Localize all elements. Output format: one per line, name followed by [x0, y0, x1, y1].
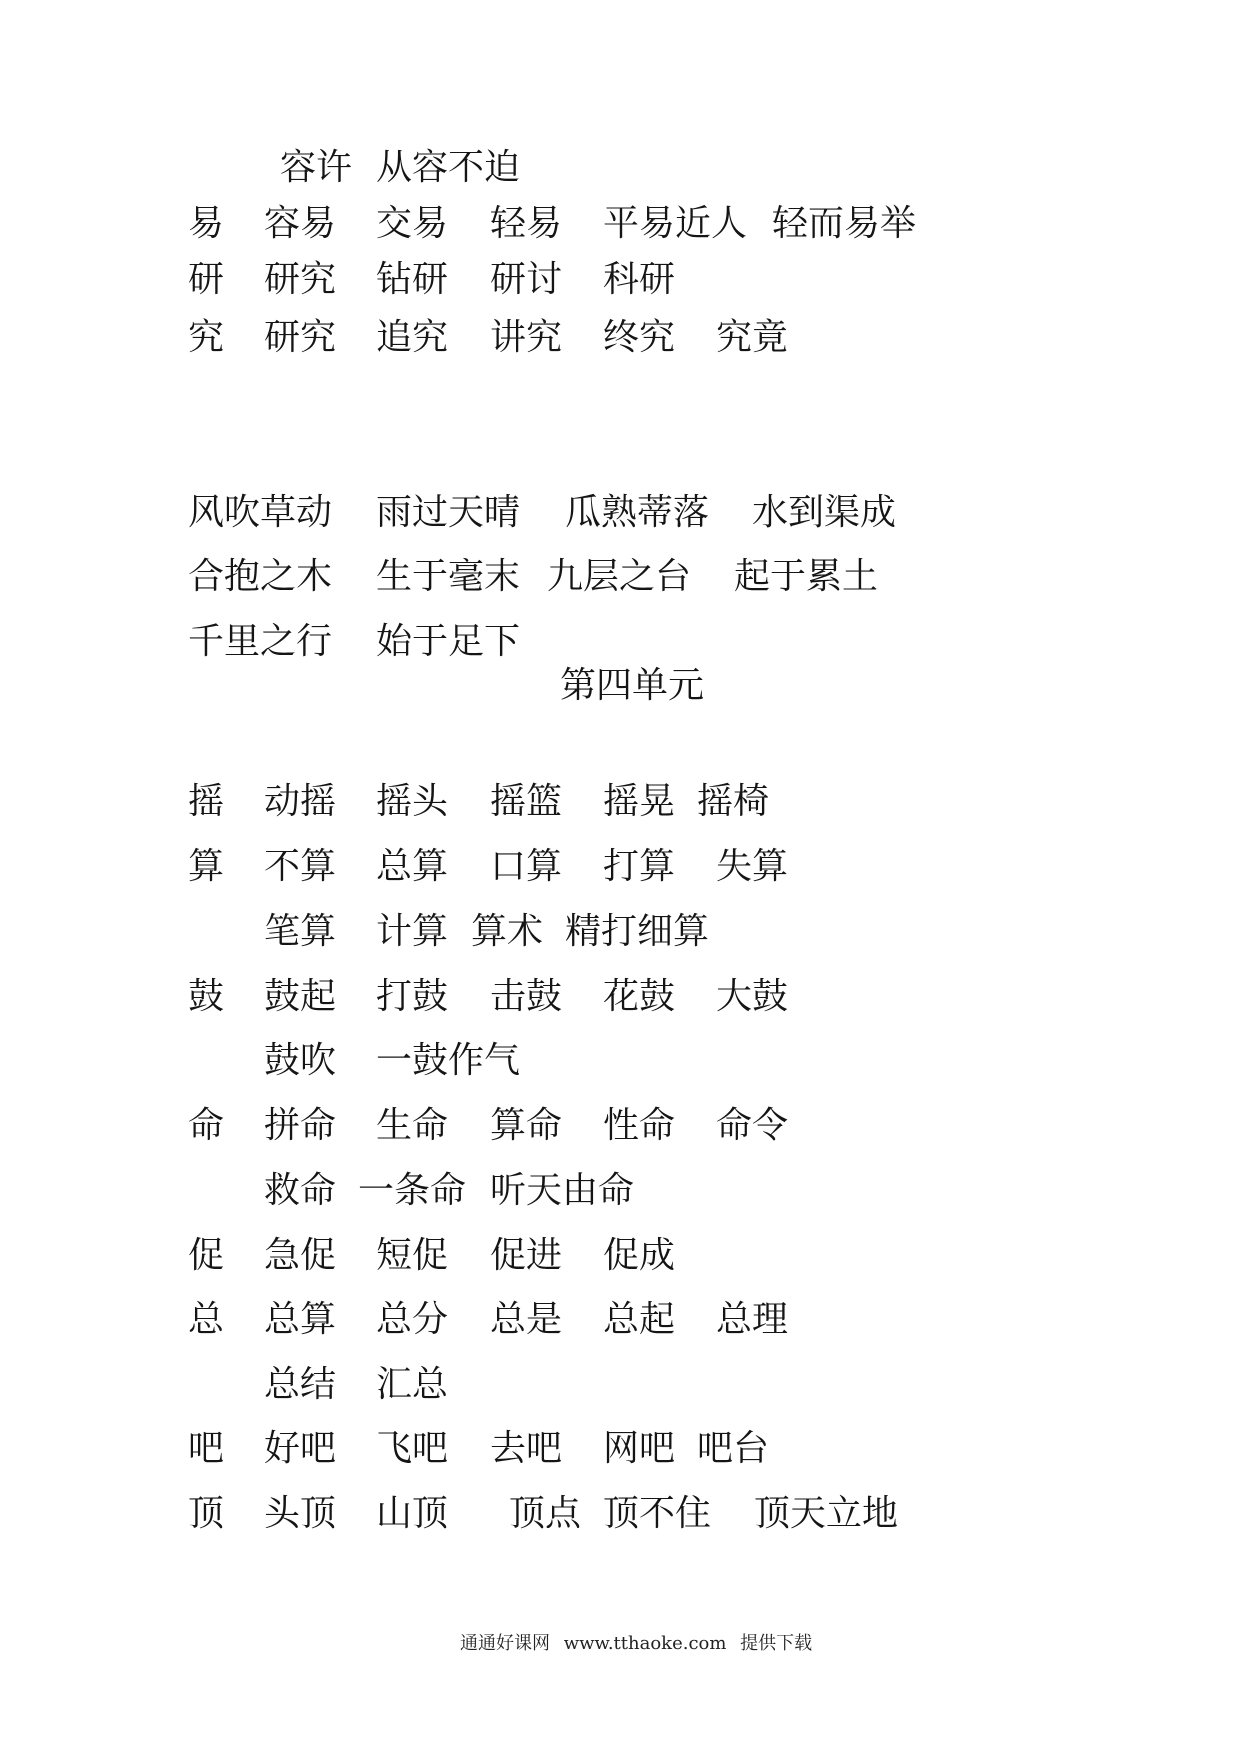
word: 科研	[603, 259, 676, 300]
word: 鼓起	[264, 976, 337, 1017]
footer-url[interactable]: www.tthaoke.com	[563, 1633, 727, 1654]
page-footer	[460, 1632, 820, 1656]
word: 去吧	[490, 1428, 563, 1469]
word: 救命	[264, 1170, 337, 1211]
word: 笔算	[264, 911, 337, 952]
word: 摇椅	[697, 781, 770, 822]
word: 头顶	[264, 1493, 337, 1534]
word: 总是	[490, 1299, 563, 1340]
word: 总理	[716, 1299, 789, 1340]
word: 打算	[603, 846, 676, 887]
word: 汇总	[376, 1364, 449, 1405]
word: 飞吧	[376, 1428, 449, 1469]
headword-character: 总	[188, 1299, 225, 1340]
word: 摇晃	[603, 781, 676, 822]
word: 山顶	[376, 1493, 449, 1534]
word: 摇头	[376, 781, 449, 822]
word: 生命	[376, 1105, 449, 1146]
word: 吧台	[697, 1428, 770, 1469]
word: 九层之台	[547, 556, 692, 597]
headword-character: 命	[188, 1105, 225, 1146]
word: 顶天立地	[754, 1493, 899, 1534]
word: 起于累土	[734, 556, 879, 597]
word: 一条命	[358, 1170, 467, 1211]
headword-character: 吧	[188, 1428, 225, 1469]
word: 短促	[376, 1235, 449, 1276]
headword-character: 鼓	[188, 976, 225, 1017]
headword-character: 促	[188, 1235, 225, 1276]
word: 算术	[471, 911, 544, 952]
word: 一鼓作气	[376, 1040, 521, 1081]
word: 从容不迫	[376, 147, 521, 188]
word: 水到渠成	[752, 492, 897, 533]
word: 促进	[490, 1235, 563, 1276]
word: 大鼓	[716, 976, 789, 1017]
headword-character: 摇	[188, 781, 225, 822]
word: 总分	[376, 1299, 449, 1340]
word: 打鼓	[376, 976, 449, 1017]
word: 轻而易举	[772, 203, 917, 244]
word: 研究	[264, 317, 337, 358]
footer-site-name: 通通好课网	[460, 1633, 550, 1654]
word: 听天由命	[490, 1170, 635, 1211]
unit-title: 第四单元	[560, 665, 705, 706]
word: 促成	[603, 1235, 676, 1276]
word: 拼命	[264, 1105, 337, 1146]
word: 生于毫末	[376, 556, 521, 597]
headword-character: 顶	[188, 1493, 225, 1534]
word: 研究	[264, 259, 337, 300]
word: 讲究	[490, 317, 563, 358]
word: 算命	[490, 1105, 563, 1146]
word: 雨过天晴	[376, 492, 521, 533]
word: 摇篮	[490, 781, 563, 822]
word: 总算	[264, 1299, 337, 1340]
word: 顶点	[509, 1493, 582, 1534]
headword-character: 研	[188, 259, 225, 300]
word: 总算	[376, 846, 449, 887]
word: 追究	[376, 317, 449, 358]
word: 容易	[264, 203, 337, 244]
word: 总结	[264, 1364, 337, 1405]
word: 风吹草动	[188, 492, 333, 533]
word: 计算	[376, 911, 449, 952]
word: 动摇	[264, 781, 337, 822]
headword-character: 究	[188, 317, 225, 358]
headword-character: 算	[188, 846, 225, 887]
word: 合抱之木	[188, 556, 333, 597]
word: 轻易	[490, 203, 563, 244]
word: 总起	[603, 1299, 676, 1340]
word: 好吧	[264, 1428, 337, 1469]
word: 击鼓	[490, 976, 563, 1017]
word: 口算	[490, 846, 563, 887]
word: 交易	[376, 203, 449, 244]
headword-character: 易	[188, 203, 225, 244]
word: 容许	[280, 147, 353, 188]
word: 命令	[716, 1105, 789, 1146]
word: 千里之行	[188, 621, 333, 662]
word: 失算	[716, 846, 789, 887]
word: 花鼓	[603, 976, 676, 1017]
word: 急促	[264, 1235, 337, 1276]
word: 钻研	[376, 259, 449, 300]
word: 瓜熟蒂落	[565, 492, 710, 533]
word: 研讨	[490, 259, 563, 300]
word: 精打细算	[565, 911, 710, 952]
word: 平易近人	[603, 203, 748, 244]
word: 网吧	[603, 1428, 676, 1469]
word: 始于足下	[376, 621, 521, 662]
word: 性命	[603, 1105, 676, 1146]
word: 终究	[603, 317, 676, 358]
footer-note: 提供下载	[740, 1633, 813, 1654]
word: 究竟	[716, 317, 789, 358]
word: 鼓吹	[264, 1040, 337, 1081]
word: 不算	[264, 846, 337, 887]
word: 顶不住	[603, 1493, 712, 1534]
